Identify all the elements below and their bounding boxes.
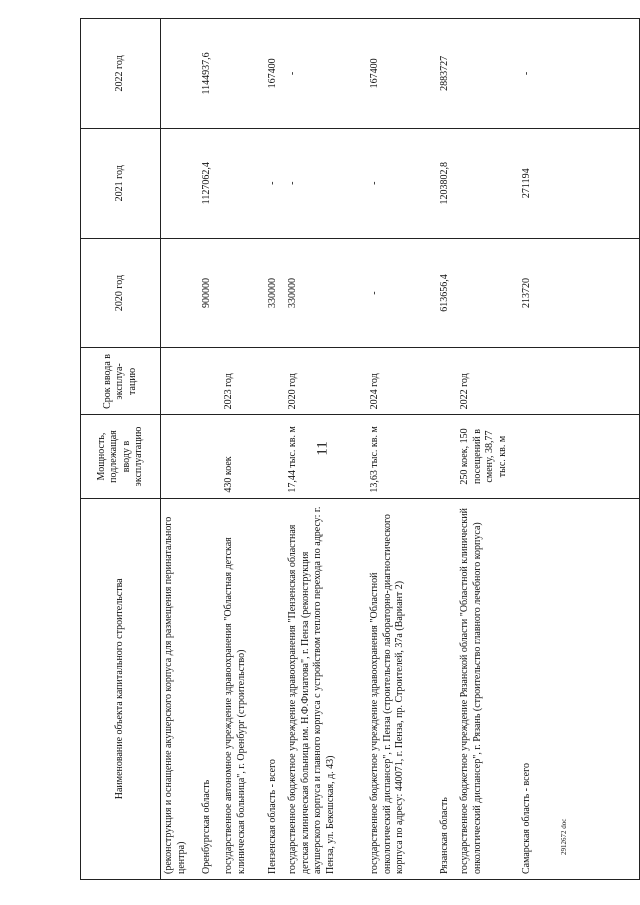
construction-objects-table — [80, 18, 640, 880]
cell-name: Пензенская область - всего — [267, 759, 278, 874]
cell-2021: 271194 — [521, 168, 532, 199]
cell-2022: 2883727 — [439, 55, 450, 91]
cell-2020 — [223, 242, 267, 345]
cell-term: 2020 год — [287, 373, 298, 410]
cell-name: (реконструкция и оснащение акушерского корпуса для размещения перинатального центра) — [163, 516, 187, 874]
cell-term — [201, 351, 223, 411]
header-term: Срок ввода в эксплуа-тацию — [81, 348, 161, 415]
cell-name: Рязанская область — [439, 797, 450, 874]
cell-2020: - — [369, 291, 380, 295]
cell-name: государственное автономное учреждение здравоохранения "Областная детская клиническая больница", г. Оренбург (строительство) — [223, 537, 247, 874]
page-number: 11 — [314, 441, 331, 456]
cell-name: государственное бюджетное учреждение здравоохранения "Областной онкологический диспансер", г. Пенза (строительство лабораторно-диагностического корпуса по адресу: 440071, г. Пенза, пр. Строителей, 37а (Вариант 2) — [369, 514, 405, 874]
cell-name: государственное бюджетное учреждение Рязанской области "Областной клинический онкологический диспансер", г. Рязань (строительство главного лечебного корпуса) — [459, 508, 483, 874]
cell-term — [439, 351, 459, 411]
cell-term — [163, 351, 201, 411]
cell-2021 — [163, 132, 201, 235]
header-name: Наименование объекта капитального строительства — [81, 498, 161, 879]
cell-2022 — [223, 22, 267, 125]
header-row — [81, 19, 161, 880]
cell-2022 — [459, 22, 521, 125]
cell-capacity: 250 коек, 150 посещений в смену, 38,77 тыс. кв. м — [459, 428, 508, 485]
cell-2021 — [459, 132, 521, 235]
cell-2021: - — [287, 181, 298, 185]
cell-2021-column — [161, 128, 640, 238]
cell-2021: 1203802,8 — [439, 161, 450, 205]
cell-name: Оренбургская область — [201, 779, 212, 874]
cell-2020 — [163, 242, 201, 345]
header-2021: 2021 год — [81, 128, 161, 238]
cell-2022: 1144937,6 — [201, 52, 212, 95]
cell-capacity: 430 коек — [223, 456, 234, 493]
cell-2020: 900000 — [201, 278, 212, 309]
cell-capacity: 17,44 тыс. кв. м — [287, 426, 298, 493]
cell-term: 2023 год — [223, 373, 234, 410]
cell-name: государственное бюджетное учреждение здравоохранения "Пензенская областная детская клиническая больница им. Н.Ф.Филатова", г. Пенза (реконструкция акушерского корпуса и главного корпуса с устройством теплого перехода по адресу: г. Пенза, ул. Бекешская, д. 43) — [287, 506, 336, 874]
cell-2022: - — [521, 71, 532, 76]
cell-2021: - — [267, 181, 278, 185]
cell-capacity-column — [161, 415, 640, 498]
cell-2021 — [223, 132, 267, 235]
cell-2020: 613656,4 — [439, 274, 450, 312]
cell-term — [521, 351, 543, 411]
cell-2021: 1127062,4 — [201, 162, 212, 205]
cell-2020-column — [161, 238, 640, 348]
cell-2020: 213720 — [521, 278, 532, 309]
cell-2022-column — [161, 19, 640, 129]
cell-2022: 167400 — [267, 58, 278, 89]
header-2022: 2022 год — [81, 19, 161, 129]
cell-name: Самарская область - всего — [521, 763, 532, 874]
rotated-table-stage — [80, 18, 640, 880]
cell-term-column — [161, 348, 640, 415]
table-body-row — [161, 19, 640, 880]
cell-capacity — [267, 418, 287, 494]
footer-code: 2912672 doc — [560, 818, 568, 855]
cell-2020: 330000 — [267, 278, 278, 309]
cell-2022 — [163, 22, 201, 125]
cell-name-column — [161, 498, 640, 879]
header-2020: 2020 год — [81, 238, 161, 348]
cell-capacity — [439, 418, 459, 494]
cell-2021: - — [369, 181, 380, 185]
cell-2022: - — [287, 71, 298, 76]
header-capacity: Мощность, подлежащая вводу в эксплуатацию — [81, 415, 161, 498]
cell-2020 — [459, 242, 521, 345]
cell-2022: 167400 — [369, 58, 380, 89]
cell-2020: 330000 — [287, 278, 298, 309]
cell-term: 2022 год — [459, 373, 470, 410]
cell-capacity — [201, 418, 223, 494]
cell-capacity — [163, 418, 201, 494]
cell-term: 2024 год — [369, 373, 380, 410]
cell-capacity — [521, 418, 543, 494]
cell-capacity: 13,63 тыс. кв. м — [369, 426, 380, 493]
cell-term — [267, 351, 287, 411]
